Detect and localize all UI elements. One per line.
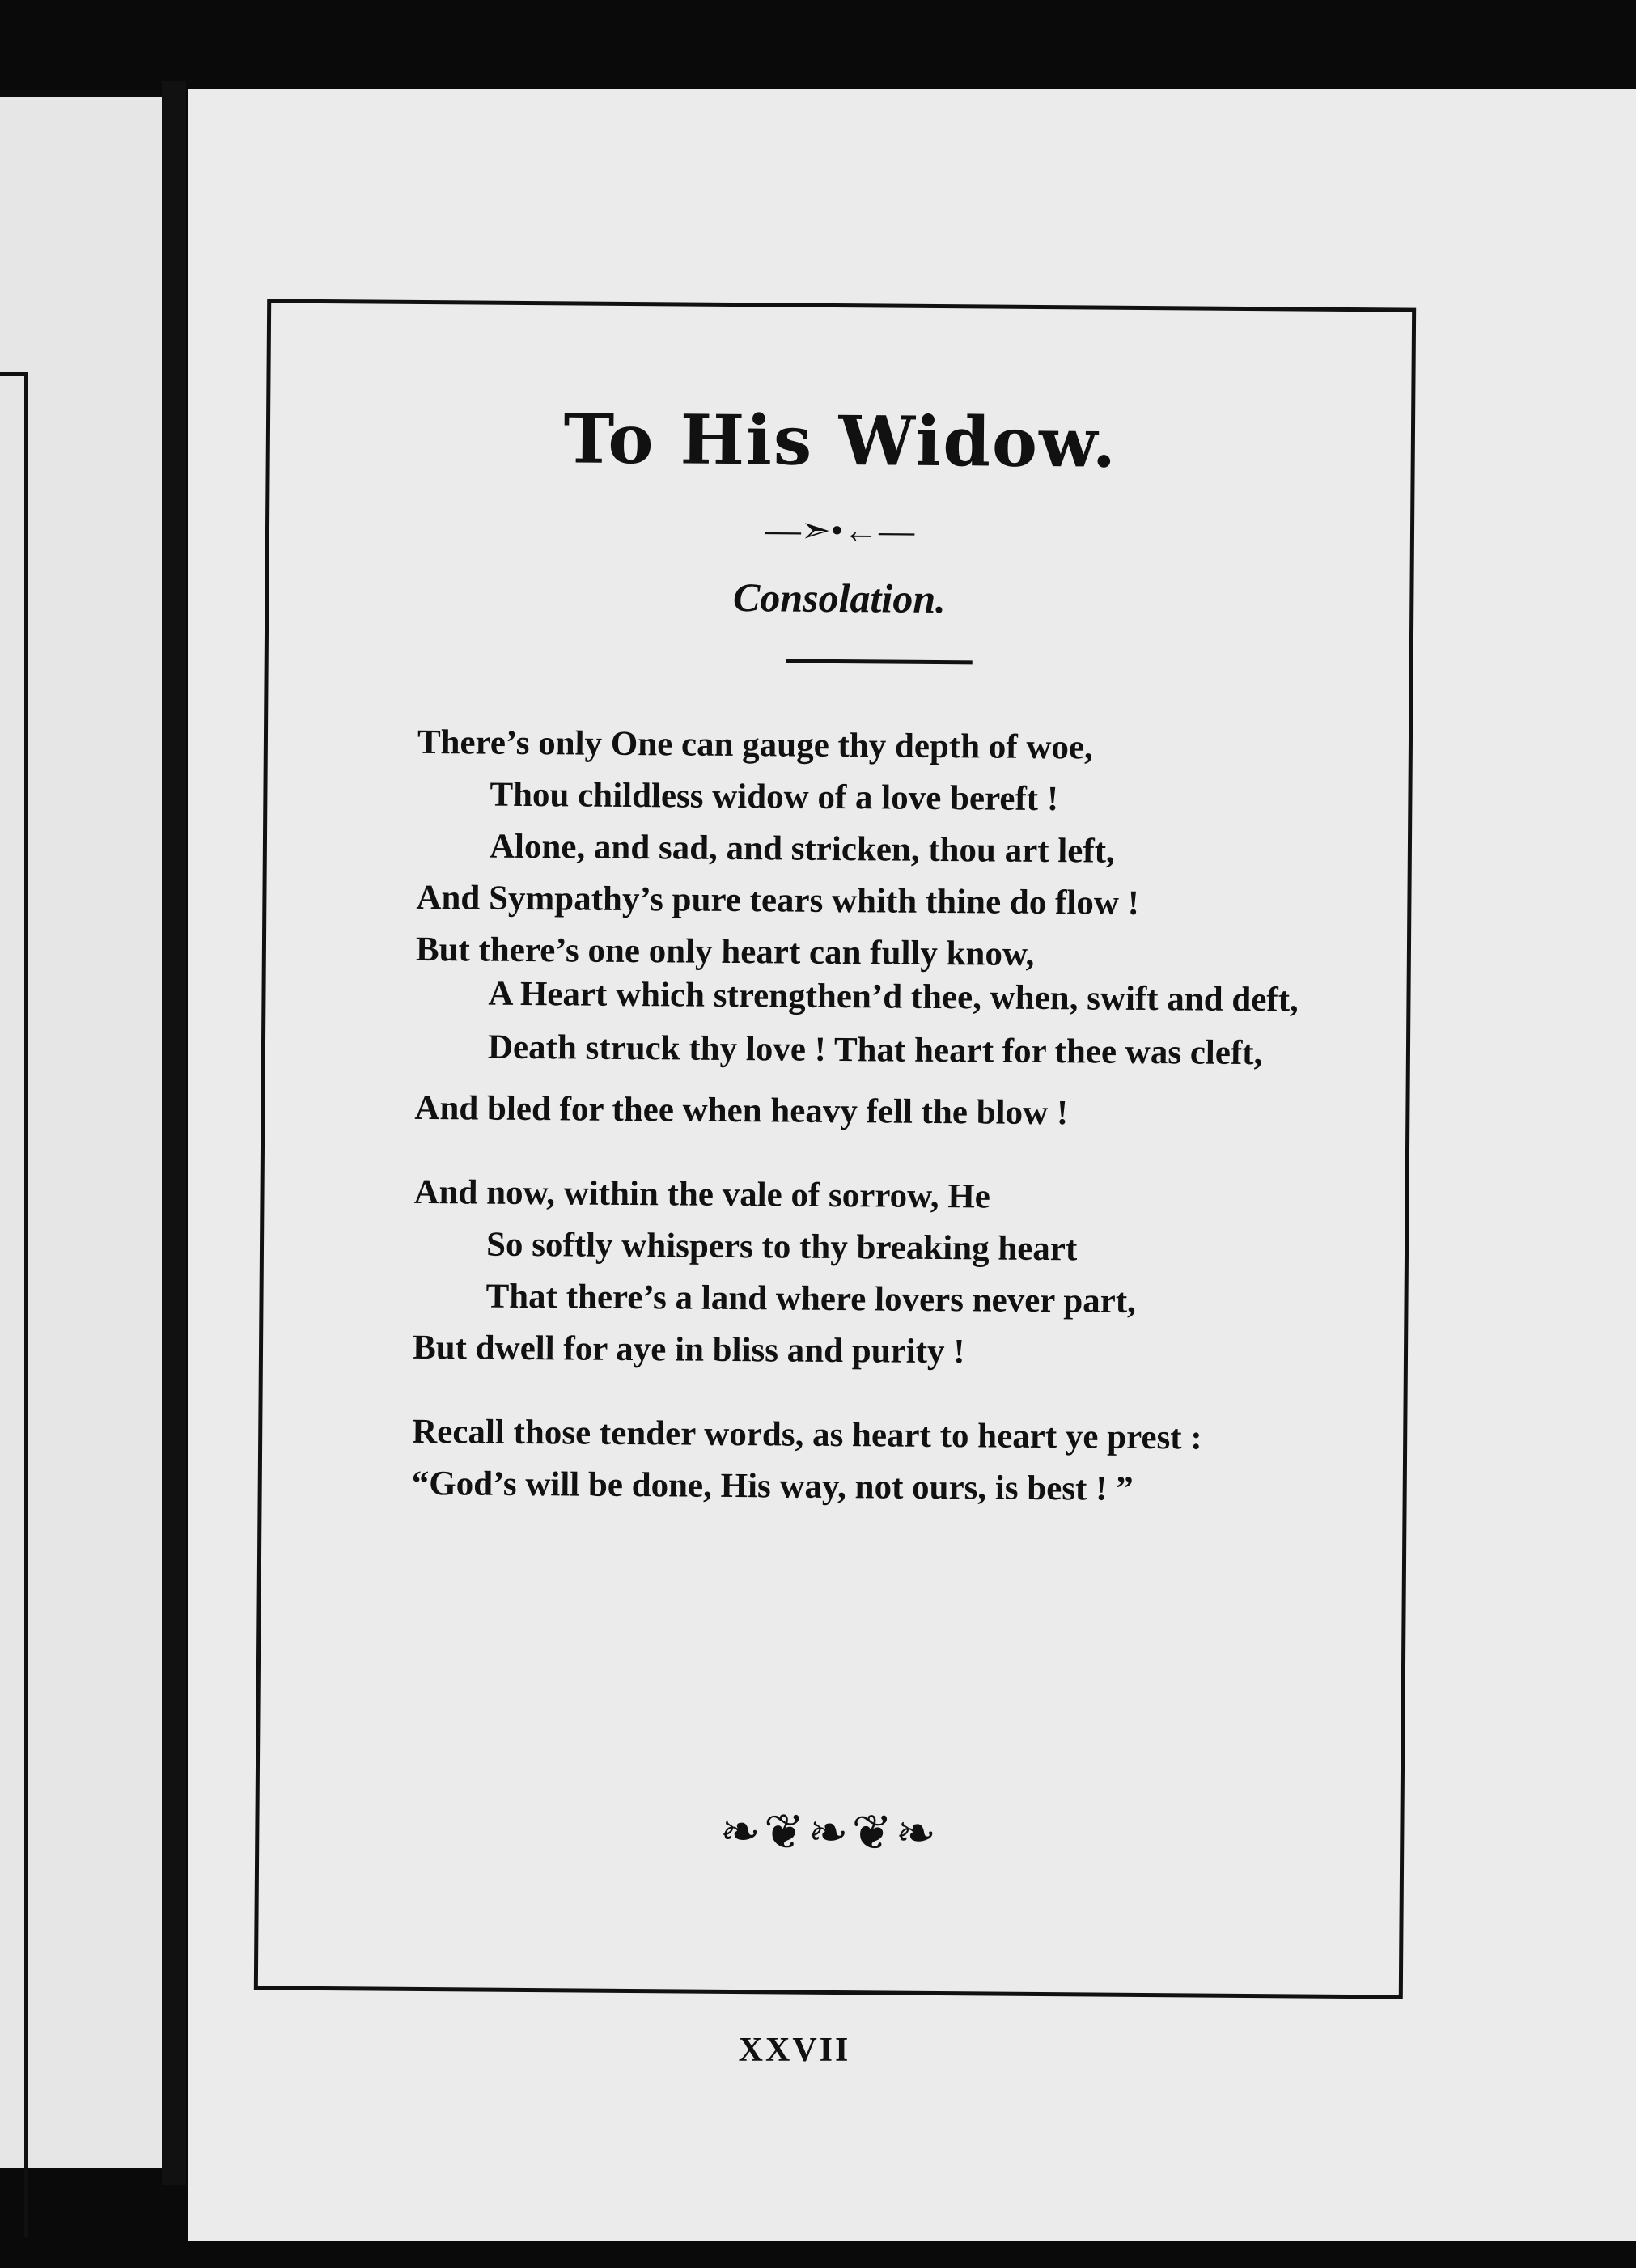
floral-ornament-icon: ❧❦❧❦❧ — [719, 1804, 940, 1861]
page-frame — [254, 299, 1416, 1999]
poem-line: Death struck thy love ! That heart for thee was cleft, — [487, 1028, 1263, 1073]
poem-subtitle: Consolation. — [732, 574, 946, 622]
poem-line: And Sympathy’s pure tears whith thine do flow ! — [416, 878, 1140, 922]
poem-line: And now, within the vale of sorrow, He — [413, 1172, 991, 1216]
page — [188, 89, 1636, 2241]
poem-line: Recall those tender words, as heart to heart ye prest : — [412, 1412, 1202, 1457]
facing-page-edge — [0, 97, 162, 2168]
book-gutter — [162, 81, 186, 2185]
poem-line: But there’s one only heart can fully know, — [415, 930, 1035, 973]
poem-line: That there’s a land where lovers never part, — [485, 1277, 1137, 1321]
poem-title: To His Widow. — [563, 398, 1118, 483]
facing-page-border — [0, 372, 28, 2237]
poem-line: “God’s will be done, His way, not ours, is best ! ” — [411, 1464, 1134, 1508]
poem-line: Alone, and sad, and stricken, thou art left, — [489, 827, 1115, 871]
poem-line: But dwell for aye in bliss and purity ! — [412, 1328, 965, 1371]
poem-body — [411, 717, 1372, 1517]
poem-line: There’s only One can gauge thy depth of woe, — [417, 723, 1094, 767]
poem-line: And bled for thee when heavy fell the blow ! — [414, 1088, 1069, 1133]
poem-line: So softly whispers to thy breaking heart — [485, 1225, 1078, 1269]
poem-line: Thou childless widow of a love bereft ! — [490, 775, 1059, 819]
title-ornament-icon: —➣•←— — [765, 510, 915, 551]
poem-line: A Heart which strengthen’d thee, when, swift and deft, — [488, 974, 1299, 1020]
page-number: XXVII — [738, 2032, 851, 2069]
subtitle-rule — [786, 659, 973, 665]
